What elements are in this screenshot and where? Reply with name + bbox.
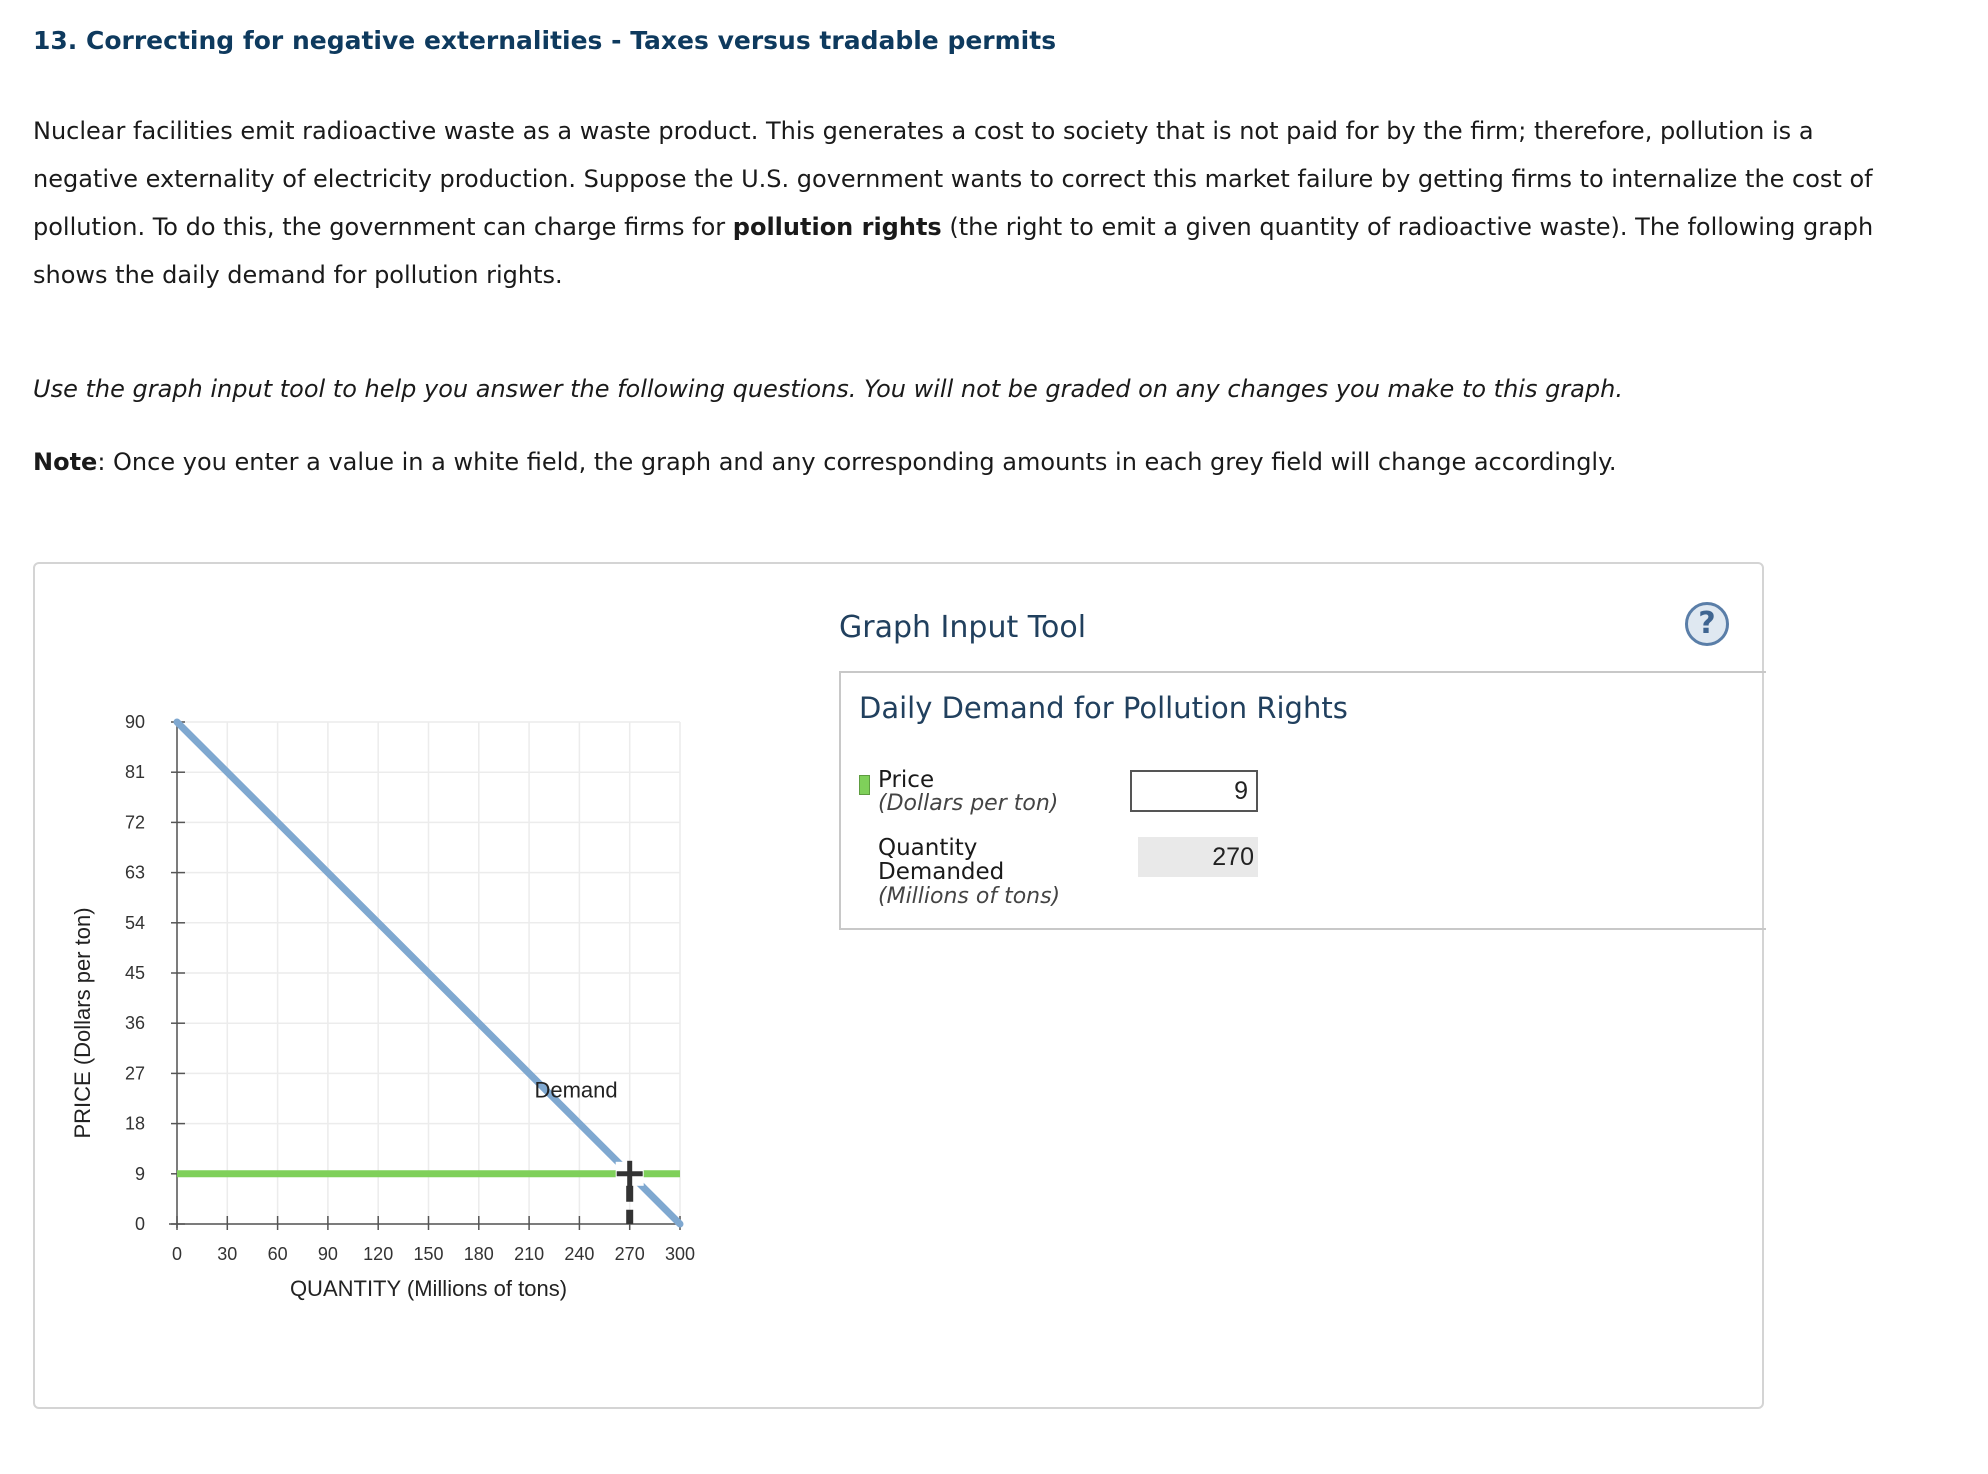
note-label: Note xyxy=(33,448,98,476)
intro-text-before: Nuclear facilities emit radioactive waste as a waste product. This generates a cost to society that is not paid for by the firm; therefore, pollution is a negative externality of electricity production. Suppose the U.S. government wants to correct this market failure by getting firms to internalize the cost of pollution. To do this, the government can charge firms for xyxy=(33,117,1873,241)
x-tick-label-300: 300 xyxy=(664,1244,696,1264)
x-axis-title: QUANTITY (Millions of tons) xyxy=(289,1276,568,1301)
x-tick-label-60: 60 xyxy=(267,1244,288,1264)
help-button[interactable]: ? xyxy=(1685,602,1729,646)
graph-input-tool-title: Graph Input Tool xyxy=(839,610,1087,645)
quantity-label-line1: Quantity xyxy=(878,835,978,861)
x-tick-label-210: 210 xyxy=(514,1244,545,1264)
price-unit: (Dollars per ton) xyxy=(878,791,1059,816)
quantity-unit: (Millions of tons) xyxy=(878,884,1061,909)
question-title: 13. Correcting for negative externalities - Taxes versus tradable permits xyxy=(33,26,1057,55)
note-paragraph xyxy=(33,448,1617,476)
demand-label: Demand xyxy=(534,1077,618,1103)
price-line-swatch xyxy=(859,775,870,795)
x-tick-label-240: 240 xyxy=(564,1244,595,1264)
y-tick-label-0: 0 xyxy=(134,1214,145,1234)
price-input[interactable]: 9 xyxy=(1130,770,1258,812)
y-tick-label-54: 54 xyxy=(124,912,145,933)
y-tick-label-9: 9 xyxy=(134,1163,145,1184)
graph-panel xyxy=(33,562,1764,1409)
y-tick-label-90: 90 xyxy=(124,712,145,732)
x-tick-label-150: 150 xyxy=(413,1244,444,1264)
y-tick-label-63: 63 xyxy=(124,862,145,883)
intro-text-after: (the right to emit a given quantity of radioactive waste). The following graph shows the daily demand for pollution rights. xyxy=(33,213,1874,289)
demand-chart[interactable] xyxy=(35,564,825,1301)
x-tick-label-90: 90 xyxy=(317,1244,338,1264)
y-tick-label-45: 45 xyxy=(124,963,145,983)
y-tick-label-72: 72 xyxy=(124,812,145,833)
x-tick-label-180: 180 xyxy=(463,1244,494,1264)
input-box-title: Daily Demand for Pollution Rights xyxy=(859,691,1348,725)
intro-bold-term: pollution rights xyxy=(732,213,942,241)
input-tool-box xyxy=(839,671,1766,930)
quantity-label-line2: Demanded xyxy=(878,859,1005,885)
y-tick-label-36: 36 xyxy=(124,1013,145,1034)
axes xyxy=(125,712,695,1264)
note-text: : Once you enter a value in a white field, the graph and any corresponding amounts in each grey field will change accordingly. xyxy=(97,448,1617,476)
y-tick-label-27: 27 xyxy=(124,1063,145,1084)
y-axis-title: PRICE (Dollars per ton) xyxy=(70,907,95,1139)
x-tick-label-0: 0 xyxy=(171,1244,183,1264)
x-tick-label-30: 30 xyxy=(217,1244,238,1264)
quantity-demanded-output: 270 xyxy=(1138,837,1258,877)
y-tick-label-18: 18 xyxy=(124,1113,145,1134)
price-label: Price xyxy=(878,767,935,793)
x-tick-label-120: 120 xyxy=(363,1244,394,1264)
instruction-text: Use the graph input tool to help you answer the following questions. You will not be graded on any changes you make to this graph. xyxy=(33,375,1623,403)
x-tick-label-270: 270 xyxy=(614,1244,645,1264)
y-tick-label-81: 81 xyxy=(124,762,145,783)
intro-paragraph xyxy=(33,107,1913,299)
